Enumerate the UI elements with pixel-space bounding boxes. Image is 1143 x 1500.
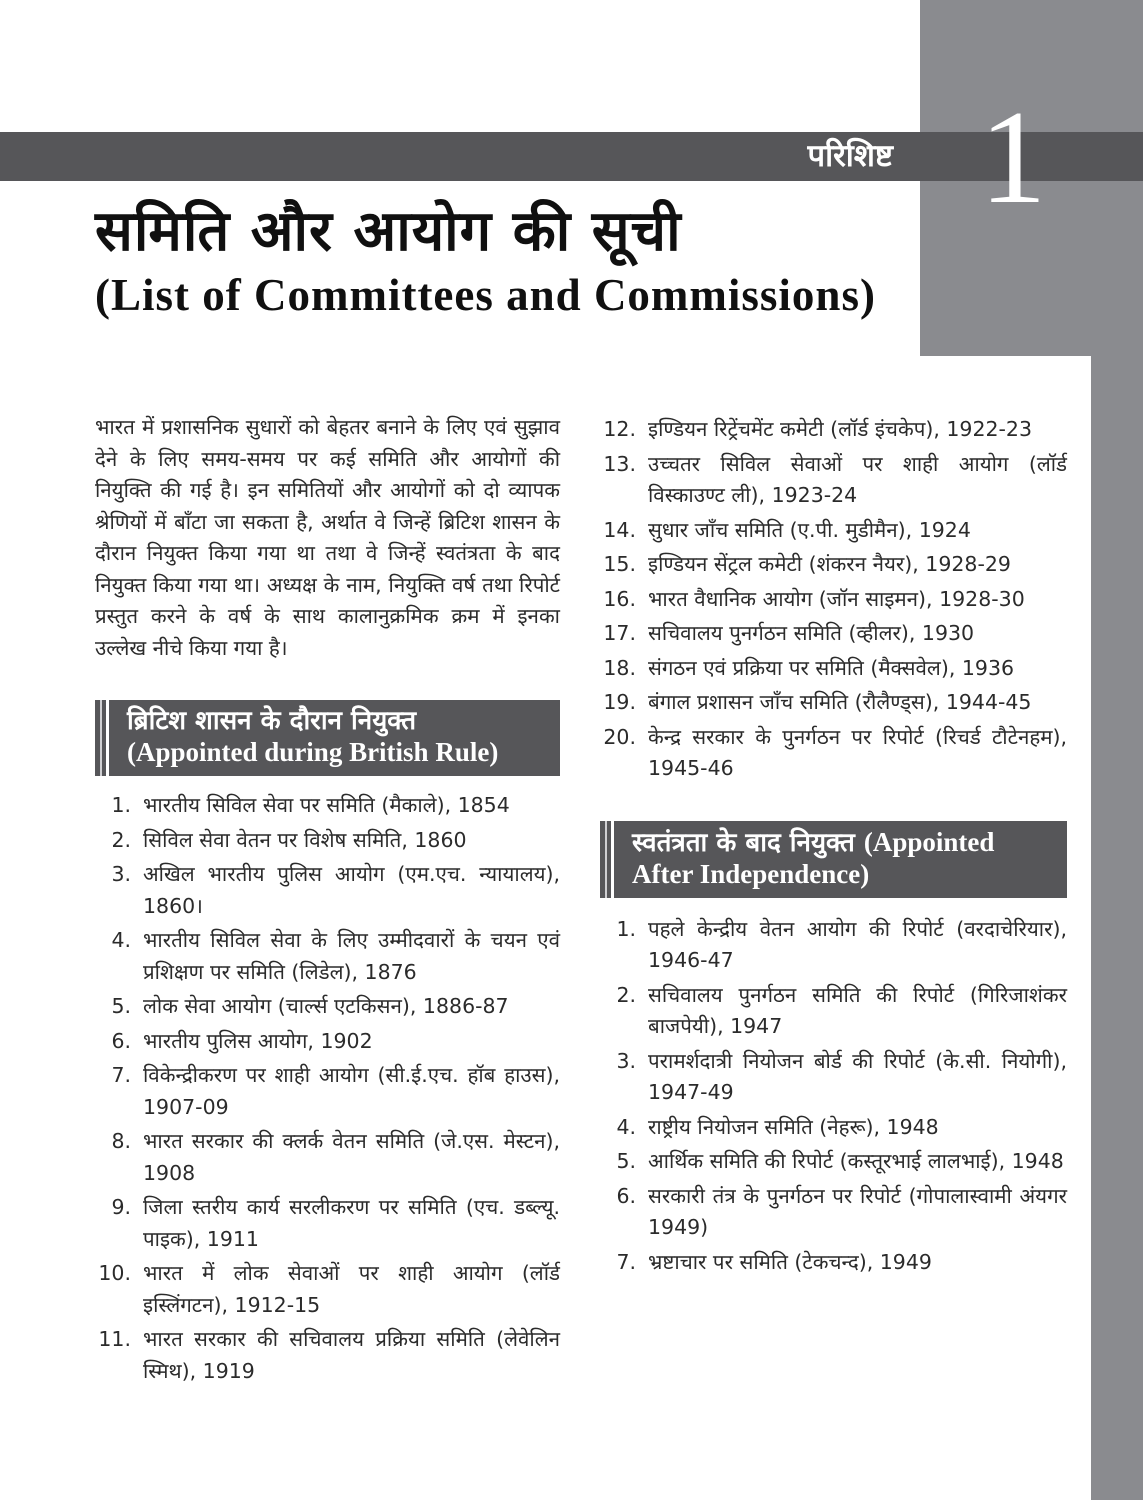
list-item-number: 16. [603,586,636,611]
list-item-text: भारतीय सिविल सेवा पर समिति (मैकाले), 1854 [143,793,510,817]
list-item-text: जिला स्तरीय कार्य सरलीकरण पर समिति (एच. डब्ल्यू. पाइक), 1911 [143,1195,560,1251]
list-item-number: 4. [616,1114,636,1139]
list-item [600,549,1067,581]
section-header-british [95,700,560,776]
list-item-text: सरकारी तंत्र के पुनर्गठन पर रिपोर्ट (गोपालास्वामी अंयगर 1949) [648,1183,1067,1239]
list-item-text: उच्चतर सिविल सेवाओं पर शाही आयोग (लॉर्ड विस्काउण्ट ली), 1923-24 [648,451,1067,507]
list-item [95,991,560,1023]
list-item-number: 7. [111,1063,131,1087]
list-item [95,1258,560,1321]
list-item-number: 5. [616,1149,636,1173]
list-item-number: 9. [111,1195,131,1219]
page-title [95,198,925,321]
list-item-text: संगठन एवं प्रक्रिया पर समिति (मैक्सवेल), 1936 [648,655,1015,680]
list-item [600,687,1067,719]
list-item [600,1247,1067,1279]
list-item-number: 5. [111,994,131,1018]
list-item [95,1324,560,1387]
list-item-number: 18. [603,655,636,680]
list-item [95,859,560,922]
list-item-number: 8. [111,1129,131,1153]
list-item-text: सचिवालय पुनर्गठन समिति की रिपोर्ट (गिरिजाशंकर बाजपेयी), 1947 [648,982,1067,1038]
right-column [600,412,1067,1281]
list-item-text: भारतीय पुलिस आयोग, 1902 [143,1028,373,1053]
list-item [600,515,1067,547]
list-item-text: राष्ट्रीय नियोजन समिति (नेहरू), 1948 [648,1114,939,1139]
page-title-hindi: समिति और आयोग की सूची [95,199,682,264]
list-item-text: लोक सेवा आयोग (चार्ल्स एटकिसन), 1886-87 [143,994,509,1018]
list-item-text: इण्डियन सेंट्रल कमेटी (शंकरन नैयर), 1928-29 [648,552,1011,576]
list-item [600,1112,1067,1144]
list-item [600,618,1067,650]
list-item-text: सिविल सेवा वेतन पर विशेष समिति, 1860 [143,827,467,852]
list-item-text: केन्द्र सरकार के पुनर्गठन पर रिपोर्ट (रिचर्ड टौटेनहम), 1945-46 [648,724,1067,780]
list-item [600,1181,1067,1244]
list-item-number: 14. [603,517,636,542]
list-item-number: 1. [616,916,636,941]
left-column [95,412,560,1390]
section-heading-english: (Appointed during British Rule) [127,737,499,767]
page-edge-strip [1091,356,1143,1500]
list-item-number: 6. [616,1183,636,1208]
list-item-text: भारतीय सिविल सेवा के लिए उम्मीदवारों के चयन एवं प्रशिक्षण पर समिति (लिडेल), 1876 [143,928,560,984]
list-item-text: भ्रष्टाचार पर समिति (टेकचन्द), 1949 [648,1249,932,1274]
list-item [95,925,560,988]
list-item [95,1026,560,1058]
list-item-text: भारत में लोक सेवाओं पर शाही आयोग (लॉर्ड इस्लिंगटन), 1912-15 [143,1261,560,1317]
list-british-right [600,414,1067,785]
list-item-text: भारत सरकार की सचिवालय प्रक्रिया समिति (लेवेलिन स्मिथ), 1919 [143,1327,560,1383]
list-item [600,1146,1067,1178]
list-item [95,1060,560,1123]
list-item-text: भारत सरकार की क्लर्क वेतन समिति (जे.एस. मेस्टन), 1908 [143,1129,560,1185]
list-item [600,1046,1067,1109]
section-heading-hindi: स्वतंत्रता के बाद नियुक्त [632,827,855,858]
list-item-number: 10. [98,1261,131,1285]
list-item [600,414,1067,446]
intro-paragraph: भारत में प्रशासनिक सुधारों को बेहतर बनाने के लिए एवं सुझाव देने के लिए समय-समय पर कई समिति और आयोगों की नियुक्ति की गई है। इन समितियों और आयोगों को दो व्यापक श्रेणियों में बाँटा जा सकता है, अर्थात वे जिन्हें ब्रिटिश शासन के दौरान नियुक्त किया गया था तथा वे जिन्हें स्वतंत्रता के बाद नियुक्त किया गया था। अध्यक्ष के नाम, नियुक्ति वर्ष तथा रिपोर्ट प्रस्तुत करने के वर्ष के साथ कालानुक्रमिक क्रम में इनका उल्लेख नीचे किया गया है। [95,415,560,660]
list-item-text: सुधार जाँच समिति (ए.पी. मुडीमैन), 1924 [648,517,971,542]
list-item [95,825,560,857]
list-item-text: परामर्शदात्री नियोजन बोर्ड की रिपोर्ट (के.सी. नियोगी), 1947-49 [648,1048,1067,1104]
list-item-number: 4. [111,928,131,952]
list-item [600,914,1067,977]
list-item-number: 7. [616,1249,636,1274]
list-item-number: 20. [603,724,636,749]
list-item [95,1192,560,1255]
appendix-number: 1 [979,83,1047,231]
list-item-text: अखिल भारतीय पुलिस आयोग (एम.एच. न्यायालय), 1860। [143,862,560,918]
list-item [600,722,1067,785]
list-item [600,980,1067,1043]
list-item-number: 17. [603,621,636,645]
list-item-text: सचिवालय पुनर्गठन समिति (व्हीलर), 1930 [648,621,975,645]
list-item-number: 2. [616,982,636,1007]
list-british-left [95,790,560,1387]
appendix-label: परिशिष्ट [807,138,893,174]
page-title-english: (List of Committees and Commissions) [95,270,876,321]
section-heading-english: (Appointed After Independence) [632,826,995,889]
list-item-text: विकेन्द्रीकरण पर शाही आयोग (सी.ई.एच. हॉब हाउस), 1907-09 [143,1063,560,1119]
list-item-text: भारत वैधानिक आयोग (जॉन साइमन), 1928-30 [648,586,1025,611]
list-item-number: 2. [111,827,131,852]
list-item-number: 1. [111,793,131,817]
list-item [95,790,560,822]
list-item-number: 13. [603,451,636,476]
list-item-text: पहले केन्द्रीय वेतन आयोग की रिपोर्ट (वरदाचेरियार), 1946-47 [648,916,1067,972]
list-item-number: 12. [603,417,636,441]
list-item [600,449,1067,512]
list-item-number: 3. [111,862,131,886]
list-item [95,1126,560,1189]
list-item-number: 6. [111,1028,131,1053]
section-heading-hindi: ब्रिटिश शासन के दौरान नियुक्त [127,706,417,736]
section-header-independence [600,821,1067,898]
list-item-number: 15. [603,552,636,576]
list-item-number: 19. [603,690,636,714]
list-item-text: इण्डियन रिट्रेंचमेंट कमेटी (लॉर्ड इंचकेप), 1922-23 [648,417,1033,441]
list-independence [600,914,1067,1279]
list-item-text: बंगाल प्रशासन जाँच समिति (रौलैण्ड्स), 1944-45 [648,690,1032,714]
list-item-text: आर्थिक समिति की रिपोर्ट (कस्तूरभाई लालभाई), 1948 [648,1149,1064,1173]
list-item [600,653,1067,685]
list-item [600,584,1067,616]
list-item-number: 3. [616,1048,636,1073]
list-item-number: 11. [98,1327,131,1351]
